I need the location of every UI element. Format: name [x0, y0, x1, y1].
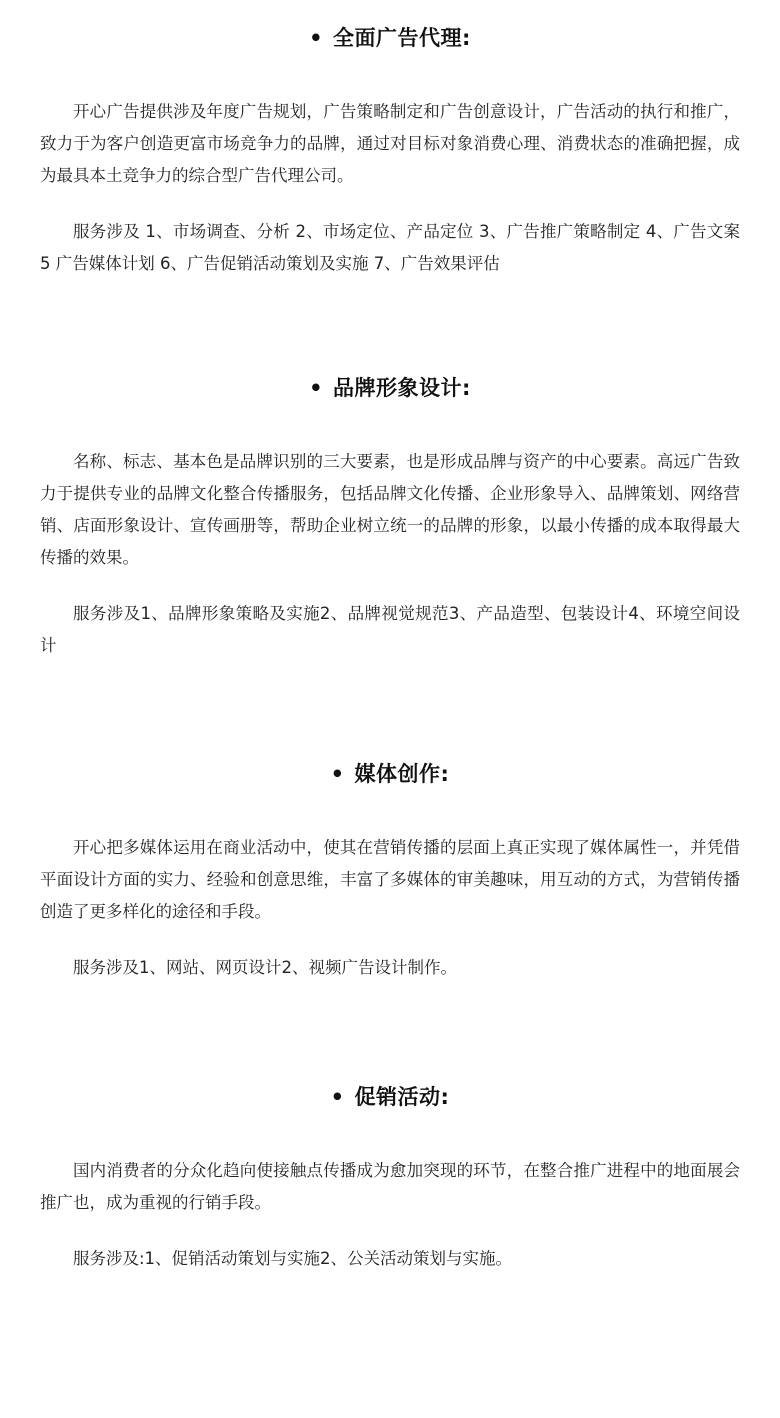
- section-full-ad-agency: [40, 22, 740, 280]
- section-heading: [40, 372, 740, 404]
- bullet-icon: •: [309, 376, 324, 400]
- section-description: 开心把多媒体运用在商业活动中，使其在营销传播的层面上真正实现了媒体属性一，并凭借平面设计方面的实力、经验和创意思维，丰富了多媒体的审美趣味，用互动的方式，为营销传播创造了更多样化的途径和手段。: [40, 838, 740, 921]
- section-heading: [40, 758, 740, 790]
- bullet-icon: •: [330, 762, 345, 786]
- section-description: 开心广告提供涉及年度广告规划，广告策略制定和广告创意设计，广告活动的执行和推广，致力于为客户创造更富市场竞争力的品牌，通过对目标对象消费心理、消费状态的准确把握，成为最具本土竞争力的综合型广告代理公司。: [40, 102, 740, 185]
- section-media-creation: [40, 758, 740, 984]
- section-heading: [40, 1081, 740, 1113]
- bullet-icon: •: [309, 26, 324, 50]
- section-title: 媒体创作:: [354, 762, 450, 786]
- section-promotion-activities: [40, 1081, 740, 1275]
- section-brand-image-design: [40, 372, 740, 662]
- section-heading: [40, 22, 740, 54]
- bullet-icon: •: [330, 1085, 345, 1109]
- section-services: 服务涉及1、品牌形象策略及实施2、品牌视觉规范3、产品造型、包装设计4、环境空间设计: [40, 604, 740, 655]
- section-description: 名称、标志、基本色是品牌识别的三大要素，也是形成品牌与资产的中心要素。高远广告致力于提供专业的品牌文化整合传播服务，包括品牌文化传播、企业形象导入、品牌策划、网络营销、店面形象设计、宣传画册等，帮助企业树立统一的品牌的形象，以最小传播的成本取得最大传播的效果。: [40, 452, 740, 567]
- section-title: 品牌形象设计:: [333, 376, 471, 400]
- section-services: 服务涉及1、网站、网页设计2、视频广告设计制作。: [73, 958, 457, 977]
- section-title: 促销活动:: [354, 1085, 450, 1109]
- section-title: 全面广告代理:: [333, 26, 471, 50]
- section-description: 国内消费者的分众化趋向使接触点传播成为愈加突现的环节，在整合推广进程中的地面展会推广也，成为重视的行销手段。: [40, 1161, 740, 1212]
- section-services: 服务涉及:1、促销活动策划与实施2、公关活动策划与实施。: [73, 1249, 513, 1268]
- section-services: 服务涉及 1、市场调查、分析 2、市场定位、产品定位 3、广告推广策略制定 4、广告文案 5 广告媒体计划 6、广告促销活动策划及实施 7、广告效果评估: [40, 222, 740, 273]
